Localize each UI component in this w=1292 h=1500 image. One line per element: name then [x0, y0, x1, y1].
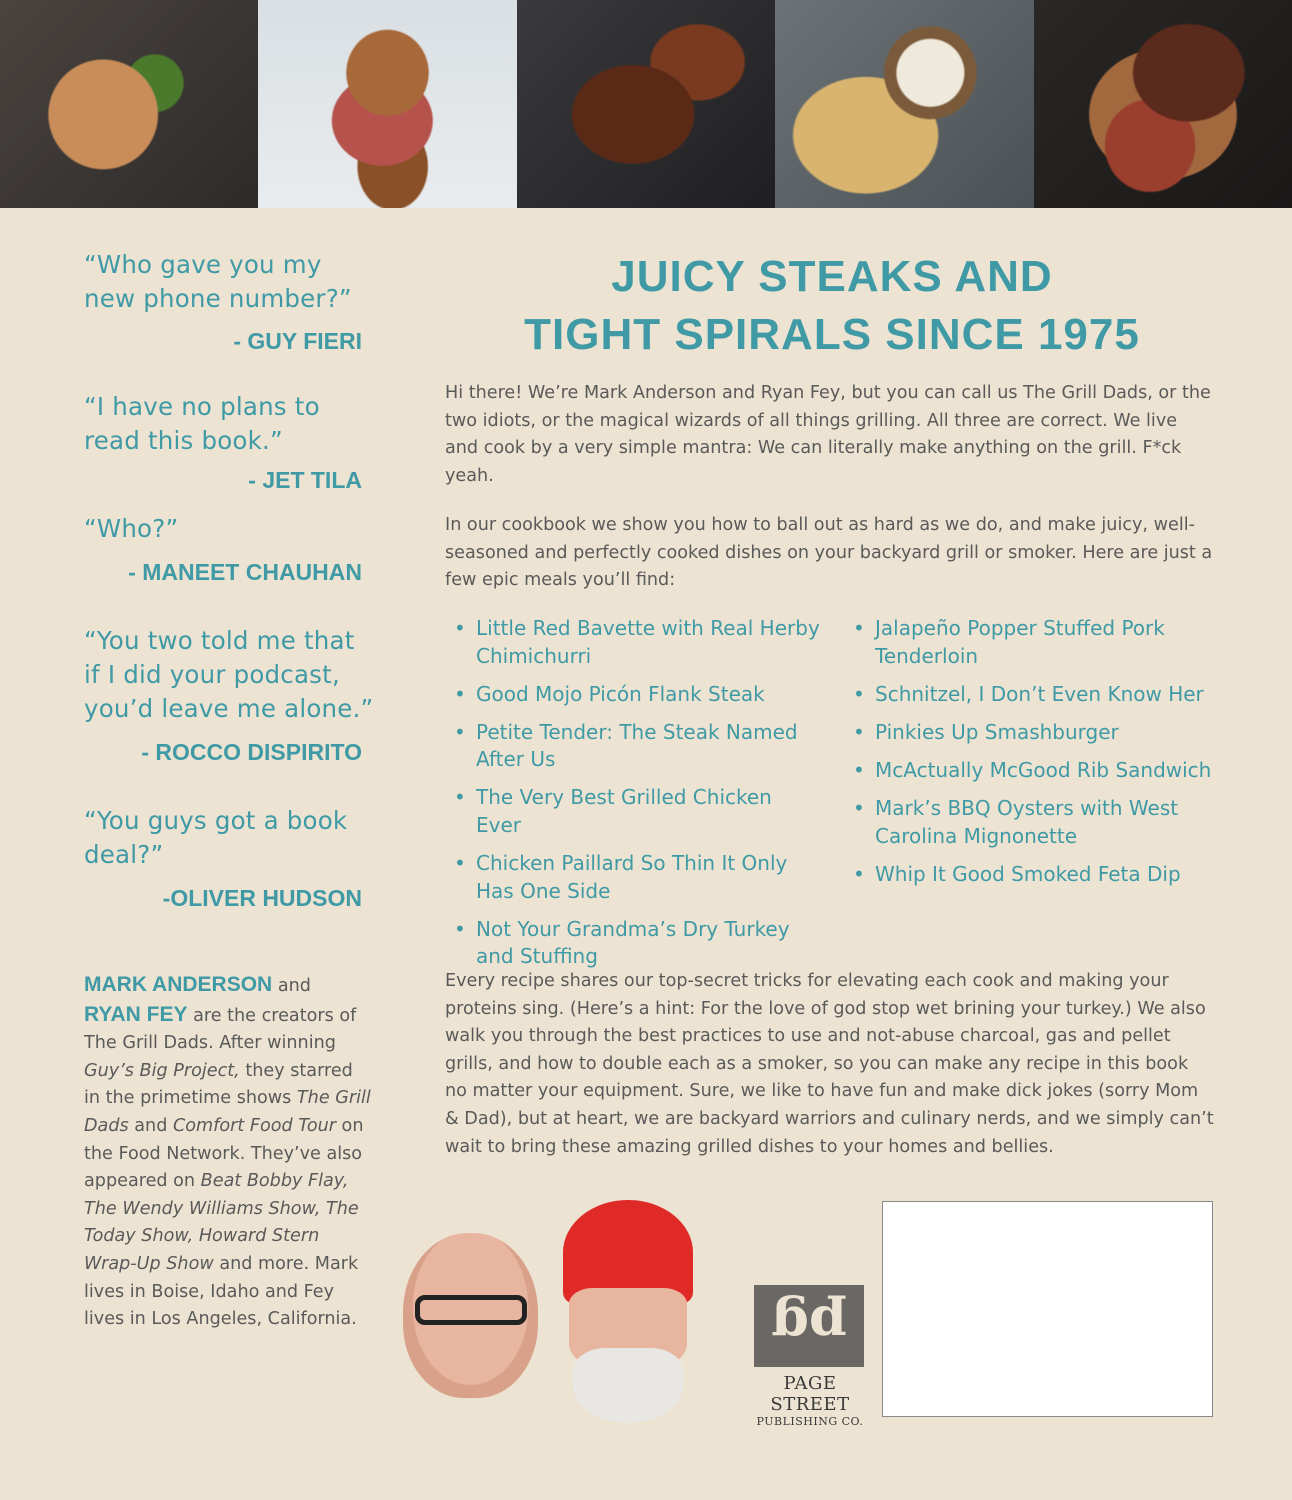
roast-beef-sandwich-photo	[258, 0, 516, 208]
list-item: • Good Mojo Picón Flank Steak	[454, 681, 765, 706]
quote-5-attribution: -OLIVER HUDSON	[162, 885, 362, 911]
author-bio: MARK ANDERSON and RYAN FEY are the creators of The Grill Dads. After winning Guy’s Big Project, they starred in the primetime shows The Grill Dads and Comfort Food Tour on the Food Network. They’ve also appeared on Beat Bobby Flay, The Wendy Williams Show, The Today Show, Howard Stern Wrap-Up Show and more. Mark lives in Boise, Idaho and Fey lives in Los Angeles, California.	[84, 973, 371, 1330]
quote-2-attribution: - JET TILA	[248, 467, 362, 493]
quote-1-attribution: - GUY FIERI	[233, 328, 362, 354]
quote-3-attribution: - MANEET CHAUHAN	[128, 559, 362, 585]
recipe-list-right	[849, 615, 1219, 899]
grilled-chicken-photo	[0, 0, 258, 208]
list-item: • Not Your Grandma’s Dry Turkey and Stuffing	[454, 916, 790, 969]
list-item: • Mark’s BBQ Oysters with West Carolina Mignonette	[853, 795, 1179, 848]
list-item: • Jalapeño Popper Stuffed Pork Tenderloin	[853, 616, 1165, 668]
quote-5: “You guys got a book deal?”	[84, 806, 348, 869]
photo-strip	[0, 0, 1292, 208]
quote-4-attribution: - ROCCO DISPIRITO	[141, 739, 362, 765]
closing-paragraph: Every recipe shares our top-secret tricks for elevating each cook and making your proteins sing. (Here’s a hint: For the love of god stop wet brining your turkey.) We also walk you through the best practices to use and not-abuse charcoal, gas and pellet grills, and how to double each as a smoker, so you can make any recipe in this book no matter your equipment. Sure, we like to have fun and make dick jokes (sorry Mom & Dad), but at heart, we are backyard warriors and culinary nerds, and we simply can’t wait to bring these amazing grilled dishes to your homes and bellies.	[445, 971, 1214, 1157]
list-item: • Chicken Paillard So Thin It Only Has One Side	[454, 851, 788, 903]
list-item: • Little Red Bavette with Real Herby Chimichurri	[454, 616, 820, 668]
quote-1: “Who gave you my new phone number?”	[84, 250, 352, 313]
glasses-icon	[415, 1295, 527, 1325]
barcode-box	[882, 1201, 1213, 1417]
author-name-1: MARK ANDERSON	[84, 973, 273, 996]
quote-3: “Who?”	[84, 514, 179, 543]
lead-in-paragraph: In our cookbook we show you how to ball out as hard as we do, and make juicy, well-seasoned and perfectly cooked dishes on your backyard grill or smoker. Here are just a few epic meals you’ll find:	[445, 515, 1213, 591]
quote-2: “I have no plans to read this book.”	[84, 392, 320, 455]
sliced-steak-photo	[1034, 0, 1292, 208]
quote-4: “You two told me that if I did your podcast, you’d leave me alone.”	[84, 626, 374, 723]
list-item: • McActually McGood Rib Sandwich	[853, 757, 1212, 782]
publisher-logo: pg PAGE STREET PUBLISHING CO.	[754, 1285, 866, 1420]
list-item: • Pinkies Up Smashburger	[853, 719, 1119, 744]
author-photo-ryan	[563, 1200, 693, 1425]
list-item: • Whip It Good Smoked Feta Dip	[853, 861, 1181, 886]
flatbread-dip-photo	[775, 0, 1033, 208]
list-item: • The Very Best Grilled Chicken Ever	[454, 785, 772, 838]
author-name-2: RYAN FEY	[84, 1002, 188, 1026]
intro-paragraph: Hi there! We’re Mark Anderson and Ryan Fey, but you can call us The Grill Dads, or the two idiots, or the magical wizards of all things grilling. All three are correct. We live and cook by a very simple mantra: We can literally make anything on the grill. F*ck yeah.	[445, 383, 1211, 486]
headline: JUICY STEAKS AND TIGHT SPIRALS SINCE 1975	[524, 252, 1140, 359]
bbq-short-ribs-photo	[517, 0, 775, 208]
publisher-logo-icon: pg	[754, 1285, 864, 1367]
list-item: • Petite Tender: The Steak Named After Us	[454, 719, 798, 772]
recipe-list-left	[450, 615, 820, 982]
author-photo-mark	[403, 1233, 538, 1398]
list-item: • Schnitzel, I Don’t Even Know Her	[853, 681, 1204, 706]
